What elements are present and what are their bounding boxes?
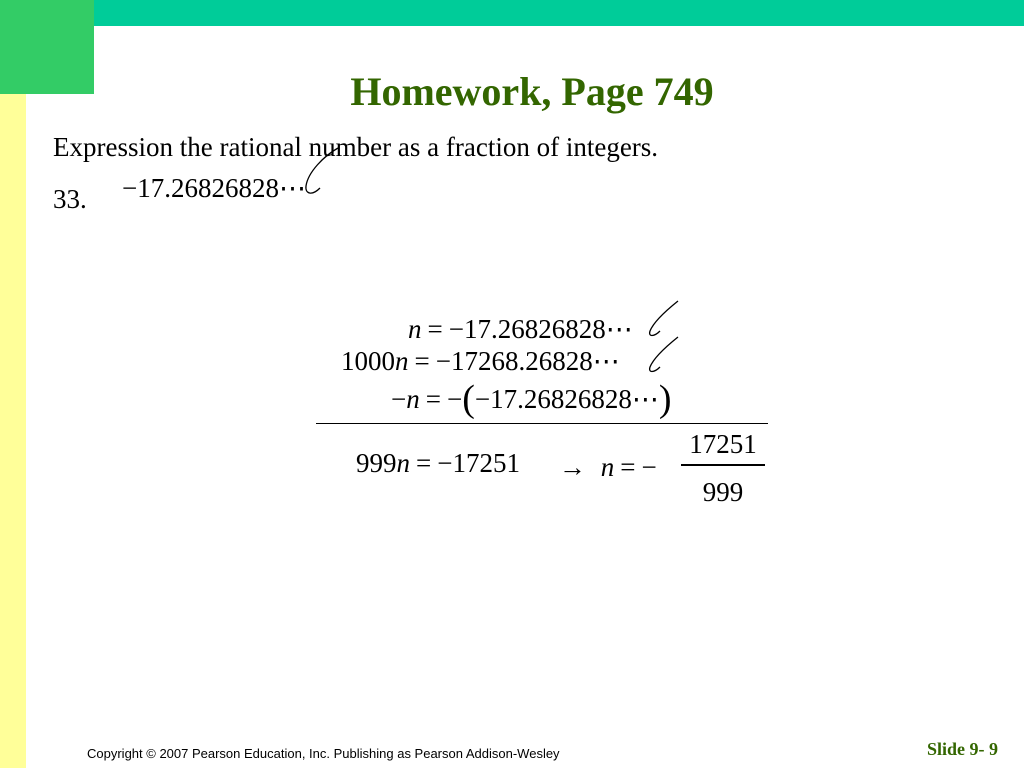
problem-instruction: Expression the rational number as a fraction of integers. [53,132,659,162]
problem-number: 33. [53,184,87,214]
top-accent-band [0,0,1024,26]
variable-n: n [600,452,615,482]
equation-line-1 [408,313,633,345]
repeat-mark-line1 [644,299,684,339]
line2-coefficient: 1000 [341,346,395,376]
variable-n: n [406,384,420,414]
line4-coefficient: 999 [356,448,397,478]
equals-sign: = [416,448,432,478]
line2-value: −17268.26828⋯ [435,346,620,376]
equation-line-4 [356,447,520,479]
fraction-numerator: 17251 [689,429,757,459]
equation-line-3 [391,378,672,420]
variable-n: n [395,346,409,376]
line3-sign: − [391,384,407,414]
line4-value: −17251 [437,448,520,478]
subtraction-rule [316,423,768,424]
equals-sign: = [427,314,443,344]
variable-n: n [396,448,410,478]
fraction-bar [681,464,765,466]
slide-number: Slide 9- 9 [926,739,998,759]
repeat-mark-problem [302,146,342,198]
fraction-denominator: 999 [702,477,744,507]
equals-sign: = [620,452,636,482]
line3-outer-sign: − [446,384,463,414]
line1-value: −17.26826828⋯ [448,314,633,344]
line3-value: −17.26826828⋯ [474,384,659,414]
variable-n: n [408,314,422,344]
equals-sign: = [425,384,441,414]
implies-arrow: → [559,452,586,482]
copyright-footer: Copyright © 2007 Pearson Education, Inc. Publishing as Pearson Addison-Wesley [87,746,560,761]
result-sign: − [641,452,657,482]
problem-expression: −17.26826828⋯ [122,173,306,203]
open-paren: ( [462,378,475,420]
equation-line-2 [341,345,620,377]
repeat-mark-line2 [644,335,684,375]
close-paren: ) [658,378,672,420]
slide-title: Homework, Page 749 [350,69,714,114]
result-expression [559,451,657,483]
equals-sign: = [414,346,430,376]
